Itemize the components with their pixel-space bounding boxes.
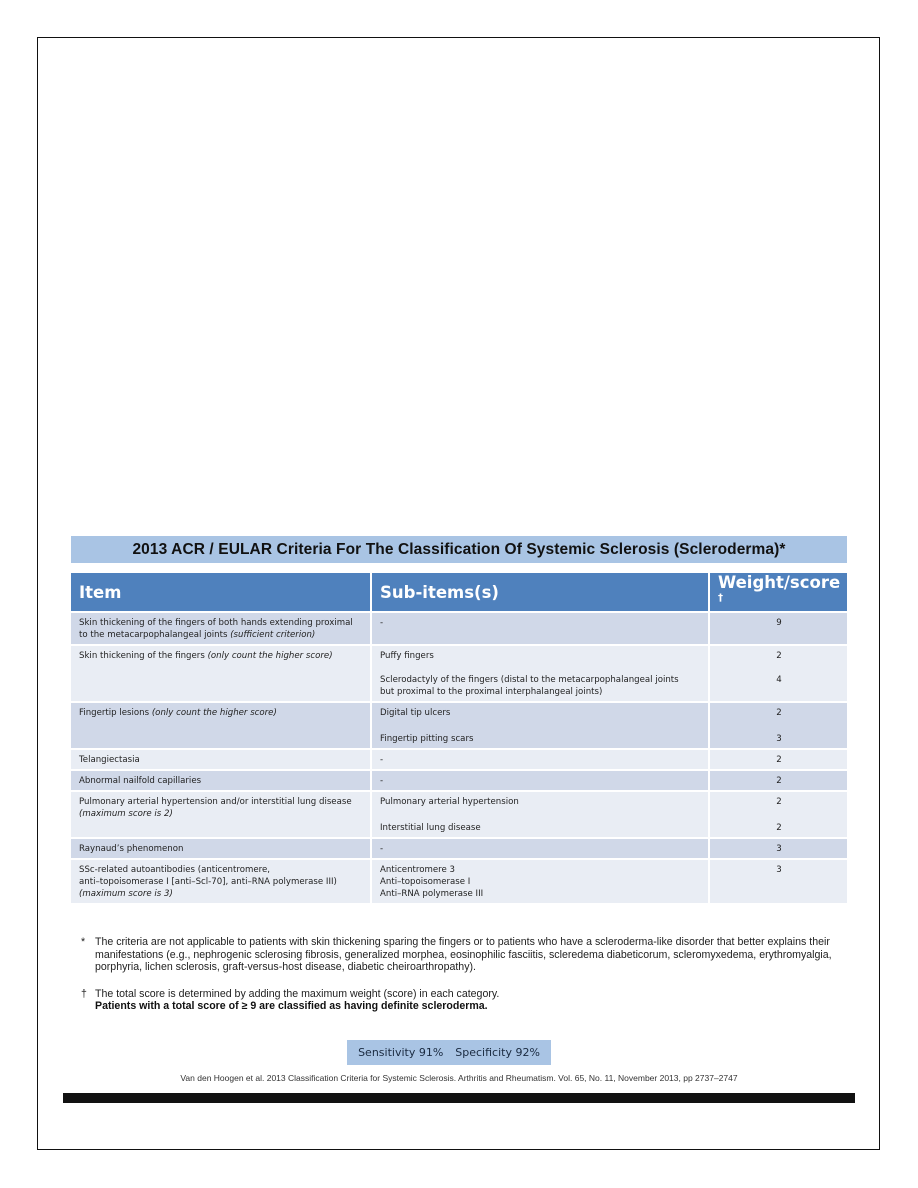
score-value: 2 bbox=[776, 797, 782, 807]
score-value: 4 bbox=[776, 675, 782, 685]
header-weight-label: Weight/score bbox=[718, 573, 841, 592]
footnote-dagger bbox=[78, 988, 848, 1013]
item-text: Skin thickening of the fingers of both hands extending proximal bbox=[79, 618, 353, 628]
score-cell bbox=[709, 645, 847, 702]
criteria-table bbox=[71, 573, 847, 903]
subitem-text: Puffy fingers bbox=[380, 651, 434, 661]
header-item bbox=[71, 573, 371, 612]
subitem-text: Digital tip ulcers bbox=[380, 708, 451, 718]
title-bar bbox=[71, 536, 847, 563]
table-row bbox=[71, 859, 847, 903]
item-cell bbox=[71, 859, 371, 903]
item-cell bbox=[71, 612, 371, 645]
item-cell bbox=[71, 702, 371, 749]
item-cell bbox=[71, 791, 371, 838]
subitem-text: - bbox=[380, 755, 384, 765]
table-row bbox=[71, 791, 847, 838]
score-cell bbox=[709, 770, 847, 791]
item-text: Telangiectasia bbox=[79, 755, 140, 765]
subitem-cell bbox=[371, 749, 709, 770]
item-note: (maximum score is 2) bbox=[79, 809, 173, 819]
header-item-label: Item bbox=[79, 582, 122, 602]
subitem-cell bbox=[371, 859, 709, 903]
score-cell bbox=[709, 749, 847, 770]
table-row bbox=[71, 612, 847, 645]
score-cell bbox=[709, 702, 847, 749]
table-row bbox=[71, 749, 847, 770]
subitem-text: Sclerodactyly of the fingers (distal to the metacarpophalangeal joints bbox=[380, 675, 679, 685]
dagger-mark: † bbox=[81, 987, 87, 1000]
score-cell bbox=[709, 838, 847, 859]
item-note: (only count the higher score) bbox=[207, 651, 333, 661]
item-text: Abnormal nailfold capillaries bbox=[79, 776, 202, 786]
subitem-cell bbox=[371, 612, 709, 645]
subitem-text: Anticentromere 3 bbox=[380, 865, 456, 875]
score-value: 2 bbox=[776, 823, 782, 833]
citation: Van den Hoogen et al. 2013 Classification Criteria for Systemic Sclerosis. Arthritis and Rheumatism. Vol. 65, No. 11, November 2013, pp 2737–2747 bbox=[180, 1073, 738, 1083]
subitem-text: Anti–RNA polymerase III bbox=[380, 889, 484, 899]
item-cell bbox=[71, 838, 371, 859]
subitem-text: - bbox=[380, 776, 384, 786]
score-value: 3 bbox=[776, 844, 782, 854]
subitem-cell bbox=[371, 791, 709, 838]
score-value: 3 bbox=[776, 734, 782, 744]
table-row bbox=[71, 770, 847, 791]
subitem-text: Anti–topoisomerase I bbox=[380, 877, 471, 887]
footnote-text: The total score is determined by adding the maximum weight (score) in each category. bbox=[95, 987, 500, 1000]
subitem-cell bbox=[371, 645, 709, 702]
footnote-asterisk bbox=[78, 936, 848, 974]
subitem-cell bbox=[371, 838, 709, 859]
dagger-mark: † bbox=[718, 592, 723, 604]
item-note: (only count the higher score) bbox=[151, 708, 277, 718]
score-cell bbox=[709, 791, 847, 838]
footnote-conclusion: Patients with a total score of ≥ 9 are classified as having definite scleroderma. bbox=[95, 1000, 488, 1012]
subitem-text: Interstitial lung disease bbox=[380, 823, 481, 833]
header-subitems-label: Sub-items(s) bbox=[380, 582, 499, 602]
score-value: 2 bbox=[776, 776, 782, 786]
black-divider-bar bbox=[63, 1093, 855, 1103]
table-header-row bbox=[71, 573, 847, 612]
footnote-text: The criteria are not applicable to patients with skin thickening sparing the fingers or to patients who have a scleroderma-like disorder that better explains their manifestations (e.g., nephrogenic sclerosing fibrosis, generalized morphea, eosinophilic fasciitis, scleredema diabeticorum, scleromyxedema, erythromyalgia, porphyria, lichen sclerosis, graft-versus-host disease, diabetic cheiroarthropathy). bbox=[95, 936, 832, 973]
score-value: 2 bbox=[776, 755, 782, 765]
table-row bbox=[71, 645, 847, 702]
score-value: 2 bbox=[776, 651, 782, 661]
score-value: 3 bbox=[776, 865, 782, 875]
score-cell bbox=[709, 612, 847, 645]
score-cell bbox=[709, 859, 847, 903]
item-text: Raynaud’s phenomenon bbox=[79, 844, 184, 854]
subitem-text: Fingertip pitting scars bbox=[380, 734, 474, 744]
item-text: SSc-related autoantibodies (anticentromere, bbox=[79, 865, 271, 875]
stats-box bbox=[347, 1040, 551, 1065]
item-note: (sufficient criterion) bbox=[230, 630, 316, 640]
subitem-cell bbox=[371, 770, 709, 791]
item-text: Pulmonary arterial hypertension and/or interstitial lung disease bbox=[79, 797, 352, 807]
score-value: 2 bbox=[776, 708, 782, 718]
subitem-cell bbox=[371, 702, 709, 749]
sensitivity-label: Sensitivity 91% bbox=[358, 1046, 444, 1059]
item-text: to the metacarpophalangeal joints bbox=[79, 630, 228, 640]
slide-title: 2013 ACR / EULAR Criteria For The Classification Of Systemic Sclerosis (Scleroderma)* bbox=[132, 540, 786, 558]
item-text: Skin thickening of the fingers bbox=[79, 651, 205, 661]
item-cell bbox=[71, 770, 371, 791]
table-row bbox=[71, 702, 847, 749]
item-text: Fingertip lesions bbox=[79, 708, 150, 718]
specificity-label: Specificity 92% bbox=[455, 1046, 540, 1059]
item-cell bbox=[71, 749, 371, 770]
asterisk-mark: * bbox=[81, 936, 86, 948]
subitem-text: - bbox=[380, 618, 384, 628]
table-row bbox=[71, 838, 847, 859]
header-weight bbox=[709, 573, 847, 612]
header-subitems bbox=[371, 573, 709, 612]
score-value: 9 bbox=[776, 618, 782, 628]
subitem-text: but proximal to the proximal interphalangeal joints) bbox=[380, 687, 603, 697]
item-text: anti–topoisomerase I [anti–Scl-70], anti–RNA polymerase III) bbox=[79, 877, 337, 887]
subitem-text: Pulmonary arterial hypertension bbox=[380, 797, 519, 807]
criteria-slide bbox=[63, 530, 855, 1102]
footnotes bbox=[78, 936, 848, 1013]
item-cell bbox=[71, 645, 371, 702]
item-note: (maximum score is 3) bbox=[79, 889, 173, 899]
subitem-text: - bbox=[380, 844, 384, 854]
